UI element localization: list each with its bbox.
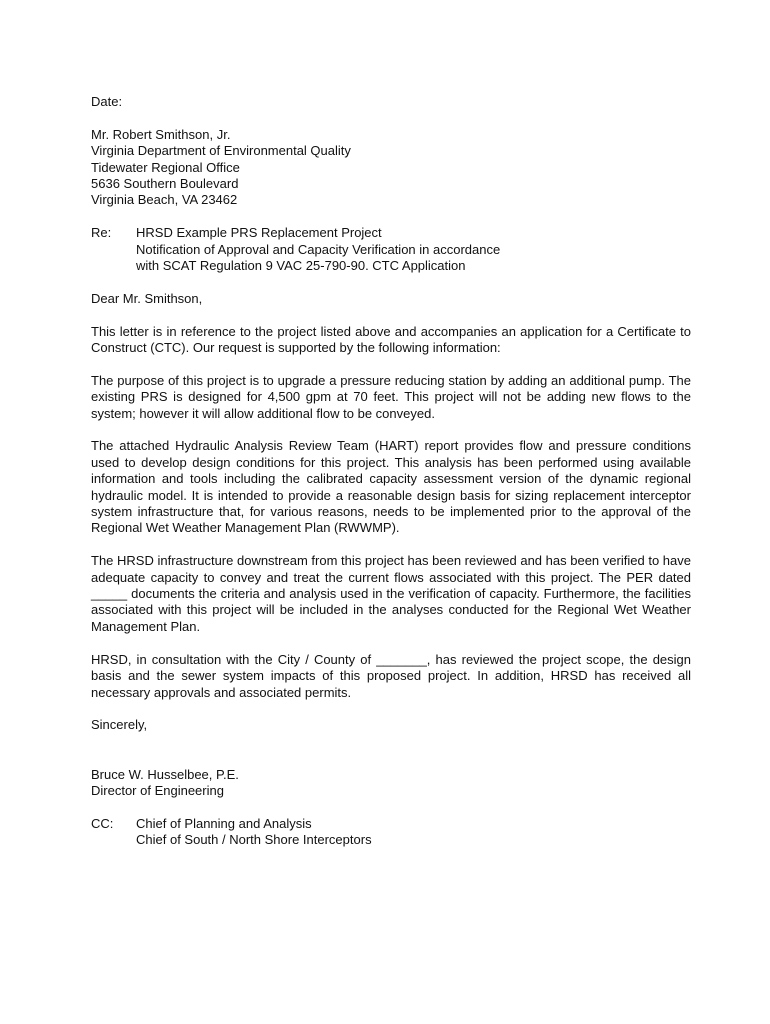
- paragraph-line: replacement interceptor system infrastructure that, for various reasons, needs to be: [91, 487, 691, 520]
- paragraph-line: This letter is in reference to the project listed above and accompanies an application for a: [91, 323, 618, 339]
- paragraph-line: using available information and tools including the calibrated capacity assessment version of the: [91, 454, 691, 487]
- recipient-name: Mr. Robert Smithson, Jr.: [91, 126, 231, 142]
- paragraph-hart: [91, 438, 691, 536]
- paragraph-line: pump. The existing PRS is designed for 4,500 gpm at 70 feet. This project will not be adding: [91, 372, 691, 405]
- subject-label: Re:: [91, 225, 112, 241]
- cc-recipient: Chief of South / North Shore Interceptors: [136, 832, 372, 848]
- cc-label: CC:: [91, 815, 114, 831]
- paragraph-line: dynamic regional hydraulic model. It is intended to provide a reasonable design basis for sizing: [91, 471, 691, 503]
- salutation: Dear Mr. Smithson,: [91, 290, 203, 306]
- paragraph-intro: [91, 324, 691, 357]
- paragraph-line: conditions used to develop design conditions for this project. This analysis has been performed: [91, 438, 691, 470]
- paragraph-purpose: [91, 373, 691, 422]
- paragraph-infrastructure: [91, 553, 691, 635]
- signer-title: Director of Engineering: [91, 782, 224, 798]
- paragraph-line: received all necessary approvals and associated permits.: [91, 668, 691, 700]
- paragraph-line: design basis and the sewer system impacts of this proposed project. In addition, HRSD has: [91, 651, 691, 684]
- closing: Sincerely,: [91, 717, 148, 733]
- paragraph-line: HRSD, in consultation with the City / County of _______, has reviewed the project scope, the: [91, 651, 653, 667]
- paragraph-consultation: [91, 652, 691, 701]
- signer-name: Bruce W. Husselbee, P.E.: [91, 766, 239, 782]
- cc-recipient: Chief of Planning and Analysis: [136, 815, 312, 831]
- recipient-street: 5636 Southern Boulevard: [91, 176, 239, 192]
- recipient-office: Tidewater Regional Office: [91, 159, 240, 175]
- cc-block: [91, 816, 691, 849]
- date-line: Date:: [91, 94, 123, 109]
- subject-line: HRSD Example PRS Replacement Project: [136, 225, 382, 241]
- recipient-city: Virginia Beach, VA 23462: [91, 192, 238, 208]
- subject-block: [91, 225, 691, 274]
- paragraph-line: capacity. Furthermore, the facilities associated with this project will be included in the analyses: [91, 586, 691, 618]
- paragraph-line: The HRSD infrastructure downstream from this project has been reviewed and has been: [91, 553, 603, 569]
- subject-line: with SCAT Regulation 9 VAC 25-790-90. CTC Application: [136, 258, 466, 274]
- subject-line: Notification of Approval and Capacity Verification in accordance: [136, 241, 501, 257]
- recipient-organization: Virginia Department of Environmental Quality: [91, 143, 351, 159]
- paragraph-line: conducted for the Regional Wet Weather Management Plan.: [91, 602, 691, 634]
- paragraph-line: verified to have adequate capacity to convey and treat the current flows associated with this: [91, 553, 691, 585]
- recipient-address: [91, 127, 691, 209]
- paragraph-line: project. The PER dated _____ documents the criteria and analysis used in the verification of: [91, 569, 691, 602]
- paragraph-line: Certificate to Construct (CTC). Our request is supported by the following information:: [91, 323, 691, 356]
- signature-block: [91, 767, 691, 800]
- paragraph-line: The attached Hydraulic Analysis Review Team (HART) report provides flow and pressure: [91, 438, 633, 454]
- paragraph-line: implemented prior to the approval of the Regional Wet Weather Management Plan (RWWMP).: [91, 504, 691, 536]
- letter-content: [91, 94, 691, 849]
- paragraph-line: The purpose of this project is to upgrade a pressure reducing station by adding an additional: [91, 372, 629, 388]
- paragraph-line: new flows to the system; however it will allow additional flow to be conveyed.: [91, 389, 691, 421]
